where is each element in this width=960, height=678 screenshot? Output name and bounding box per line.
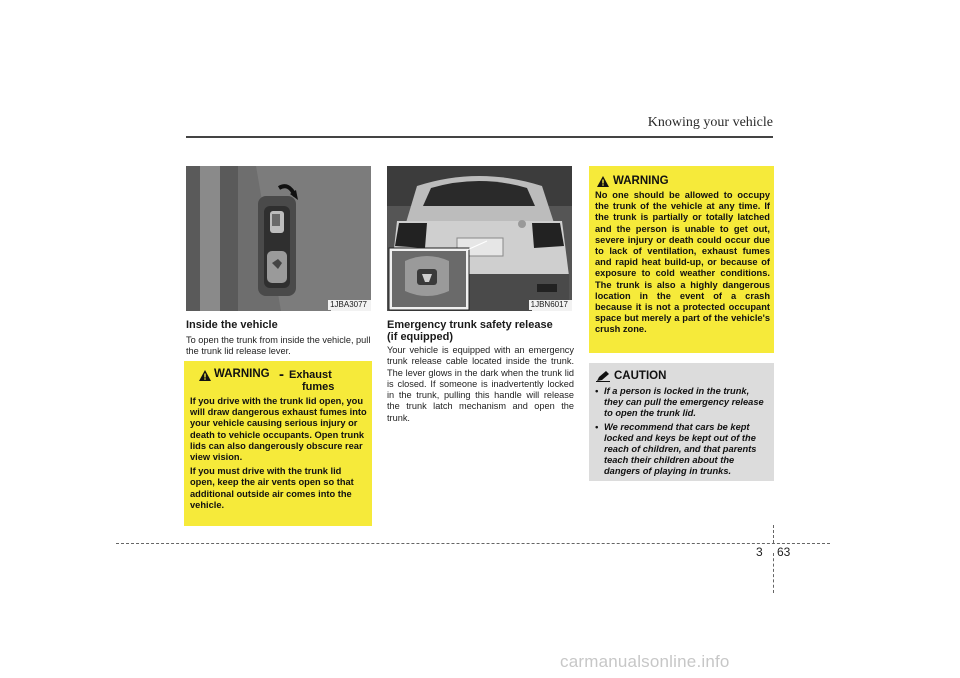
exhaust-warning-paragraph-1: If you drive with the trunk lid open, you will draw dangerous exhaust fumes into your vehicle causing serious injury or death to vehicle occupants. Open trunk lids can also dangerously obscure rear view vision. [190,396,367,463]
watermark: carmanualsonline.info [560,652,730,671]
exhaust-warning-text [190,396,367,514]
car-rear-illustration [387,166,572,311]
trunk-occupant-warning-box [589,166,774,353]
warning-triangle-icon [199,370,211,381]
caution-item-text: If a person is locked in the trunk, they can pull the emergency release to open the trunk lid. [604,386,764,419]
caution-item [595,422,770,478]
trunk-lever-illustration [186,166,371,311]
section-title: Knowing your vehicle [647,115,773,130]
footer-tick-bottom [773,553,774,593]
inside-vehicle-body: To open the trunk from inside the vehicle, pull the trunk lid release lever. [186,335,371,357]
emergency-release-heading [387,319,577,343]
photo-label: 1JBA3077 [330,300,367,309]
trunk-lever-photo [186,166,371,311]
caution-item [595,386,770,420]
chapter-number: 3 [756,545,763,559]
page-number: 63 [777,545,791,559]
inside-vehicle-heading: Inside the vehicle [186,319,278,331]
caution-title: CAUTION [614,370,667,382]
trunk-release-photo [387,166,572,311]
exhaust-warning-paragraph-2: If you must drive with the trunk lid open, keep the air vents open so that additional outside air comes into the vehicle. [190,466,354,510]
exhaust-warning-box [184,361,372,526]
warning-subtitle-line2: fumes [302,381,335,393]
bullet-icon: • [595,421,599,432]
caution-item-text: We recommend that cars be kept locked and keys be kept out of the reach of children, and that parents teach their children about the dangers of playing in trunks. [604,421,757,477]
warning-title: WARNING [613,175,669,187]
warning-subtitle-line1: Exhaust [289,369,332,381]
photo-label: 1JBN6017 [530,300,568,309]
warning-title: WARNING [214,368,270,380]
caution-list [595,386,770,480]
trunk-occupant-warning-text: No one should be allowed to occupy the trunk of the vehicle at any time. If the trunk is partially or totally latched and the person is unable to get out, severe injury or death could occur due to lack of ventilation, exhaust fumes and rapid heat build-up, or because of exposure to cold weather conditions. The trunk is also a highly dangerous location in the event of a crash because it is not a protected occupant space but merely a part of the vehicle's crush zone. [595,190,770,335]
header-rule [186,136,773,138]
warning-triangle-icon [597,176,609,187]
footer-tick-top [773,525,774,543]
footer-divider [116,543,830,544]
caution-box [589,363,774,481]
warning-dash: - [279,366,284,383]
caution-pencil-icon [596,371,610,382]
bullet-icon: • [595,386,599,396]
emergency-release-body: Your vehicle is equipped with an emergency trunk release cable located inside the trunk. The lever glows in the dark when the trunk lid is closed. If someone is inadvertently locked in the trunk, pulling this handle will release the trunk latch mechanism and open the trunk. [387,345,574,423]
emergency-release-heading-line1: Emergency trunk safety release [387,319,553,331]
emergency-release-heading-line2: (if equipped) [387,331,453,343]
